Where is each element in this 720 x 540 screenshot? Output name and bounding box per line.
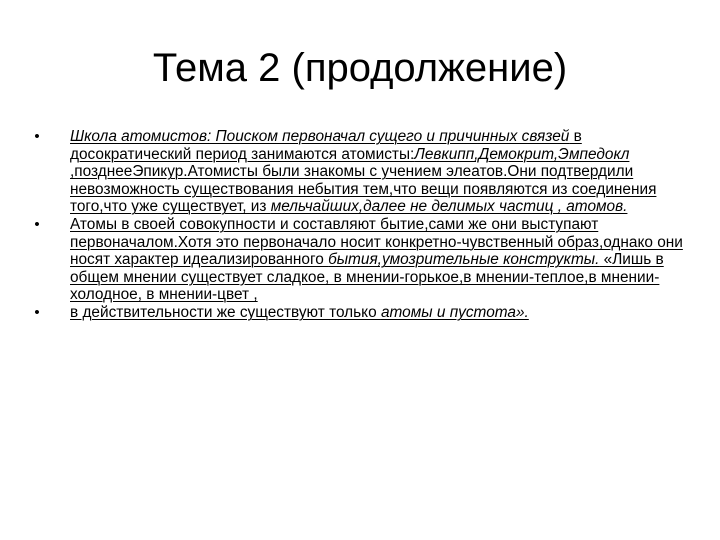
bullet-text-segment: «Лишь в общем мнении существует сладкое, в мнении-горькое,в мнении-теплое,в мнении-холодное, в мнении-цвет , (70, 251, 664, 304)
bullet-text-segment: ,позднееЭпикур.Атомисты были знакомы с учением элеатов.Они подтвердили невозможность существования небытия тем,что вещи появляются из соединения того,что уже существует, из (70, 163, 657, 216)
bullet-text-segment: Школа атомистов: Поиском первоначал сущего и причинных связей (70, 128, 570, 145)
bullet-icon: • (34, 303, 40, 321)
bullet-item (30, 304, 690, 322)
bullet-item (30, 128, 690, 216)
bullet-text-segment: Атомы в своей совокупности и составляют бытие,сами же они выступают первоначалом.Хотя это первоначало носит конкретно-чувственный образ,однако они носят характер идеализированного (70, 215, 683, 269)
slide-title: Тема 2 (продолжение) (152, 46, 568, 90)
bullet-list (30, 128, 690, 322)
bullet-text-segment: в действительности же существуют только (70, 303, 381, 321)
bullet-text-segment: в досократический период занимаются атомисты: (70, 128, 582, 163)
bullet-text-segment: атомы и пустота». (380, 303, 529, 321)
bullet-icon: • (34, 128, 40, 145)
bullet-text-segment: Левкипп,Демокрит,Эмпедокл (414, 145, 630, 163)
bullet-text-segment: бытия,умозрительные конструкты. (328, 251, 600, 269)
bullet-icon: • (34, 215, 40, 233)
bullet-text-segment: мельчайших,далее не делимых частиц , атомов. (270, 198, 628, 216)
bullet-item (30, 216, 690, 304)
